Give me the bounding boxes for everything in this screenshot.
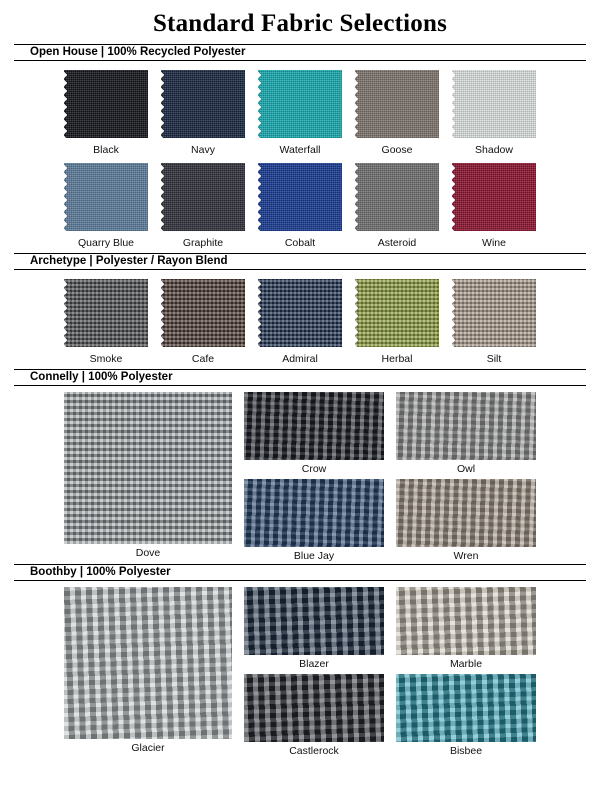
swatch-label: Herbal: [381, 353, 413, 365]
section-archetype: [14, 253, 586, 365]
pinked-edge-right: [242, 160, 246, 234]
pinked-edge-left: [451, 160, 455, 234]
swatch-cell[interactable]: [355, 160, 439, 249]
swatch-stack: [244, 392, 384, 562]
pinked-edge-left: [160, 67, 164, 141]
swatch-dove[interactable]: [64, 392, 232, 544]
swatch-label: Waterfall: [279, 144, 321, 156]
pinked-edge-left: [451, 67, 455, 141]
swatch-navy[interactable]: [161, 67, 245, 141]
swatch-cell[interactable]: [64, 276, 148, 365]
pinked-edge-left: [160, 160, 164, 234]
swatch-group: [14, 392, 586, 562]
pinked-edge-right: [339, 67, 343, 141]
swatch-cell[interactable]: [396, 479, 536, 562]
swatch-asteroid[interactable]: [355, 160, 439, 234]
pinked-edge-right: [145, 160, 149, 234]
swatch-label: Navy: [191, 144, 215, 156]
swatch-cell[interactable]: [244, 392, 384, 475]
pinked-edge-left: [63, 160, 67, 234]
swatch-label: Graphite: [182, 237, 224, 249]
pinked-edge-right: [436, 67, 440, 141]
pinked-edge-left: [63, 276, 67, 350]
pinked-edge-right: [436, 160, 440, 234]
pinked-edge-left: [451, 276, 455, 350]
section-header: Open House | 100% Recycled Polyester: [14, 44, 586, 61]
swatch-black[interactable]: [64, 67, 148, 141]
swatch-label: Blazer: [299, 658, 329, 670]
swatch-group: [14, 587, 586, 757]
section-boothby: [14, 564, 586, 757]
swatch-label: Asteroid: [377, 237, 417, 249]
swatch-castlerock[interactable]: [244, 674, 384, 742]
pinked-edge-left: [354, 160, 358, 234]
swatch-label: Blue Jay: [293, 550, 335, 562]
pinked-edge-right: [145, 67, 149, 141]
swatch-wine[interactable]: [452, 160, 536, 234]
fabric-selections-page: [0, 10, 600, 810]
swatch-quarry-blue[interactable]: [64, 160, 148, 234]
pinked-edge-left: [257, 160, 261, 234]
swatch-label: Marble: [449, 658, 483, 670]
swatch-smoke[interactable]: [64, 276, 148, 350]
swatch-label: Shadow: [475, 144, 513, 156]
swatch-stack: [396, 587, 536, 757]
swatch-cell[interactable]: [452, 276, 536, 365]
swatch-cell[interactable]: [258, 160, 342, 249]
swatch-cell[interactable]: [258, 276, 342, 365]
pinked-edge-left: [354, 67, 358, 141]
pinked-edge-right: [339, 160, 343, 234]
swatch-silt[interactable]: [452, 276, 536, 350]
swatch-cell[interactable]: [244, 587, 384, 670]
pinked-edge-right: [436, 276, 440, 350]
swatch-label: Goose: [381, 144, 413, 156]
swatch-owl[interactable]: [396, 392, 536, 460]
pinked-edge-left: [257, 67, 261, 141]
swatch-waterfall[interactable]: [258, 67, 342, 141]
swatch-label: Owl: [456, 463, 476, 475]
pinked-edge-right: [242, 67, 246, 141]
pinked-edge-right: [242, 276, 246, 350]
swatch-cafe[interactable]: [161, 276, 245, 350]
swatch-cell[interactable]: [452, 160, 536, 249]
pinked-edge-right: [339, 276, 343, 350]
swatch-cell[interactable]: [161, 67, 245, 156]
swatch-graphite[interactable]: [161, 160, 245, 234]
swatch-stack: [396, 392, 536, 562]
swatch-label: Crow: [301, 463, 327, 475]
pinked-edge-right: [145, 276, 149, 350]
swatch-label: Black: [93, 144, 119, 156]
swatch-label: Cobalt: [284, 237, 316, 249]
swatch-label: Smoke: [89, 353, 123, 365]
swatch-row: [14, 160, 586, 249]
swatch-cell[interactable]: [244, 674, 384, 757]
swatch-cell[interactable]: [64, 67, 148, 156]
swatch-label: Castlerock: [289, 745, 339, 757]
section-header: Connelly | 100% Polyester: [14, 369, 586, 386]
swatch-cell[interactable]: [355, 276, 439, 365]
section-header: Archetype | Polyester / Rayon Blend: [14, 253, 586, 270]
swatch-cell[interactable]: [161, 276, 245, 365]
pinked-edge-left: [160, 276, 164, 350]
swatch-cell[interactable]: [244, 479, 384, 562]
swatch-label: Dove: [135, 547, 161, 559]
swatch-shadow[interactable]: [452, 67, 536, 141]
swatch-blazer[interactable]: [244, 587, 384, 655]
swatch-label: Admiral: [282, 353, 318, 365]
swatch-wren[interactable]: [396, 479, 536, 547]
swatch-label: Wren: [453, 550, 479, 562]
pinked-edge-right: [533, 67, 537, 141]
swatch-blue-jay[interactable]: [244, 479, 384, 547]
pinked-edge-right: [533, 160, 537, 234]
section-header: Boothby | 100% Polyester: [14, 564, 586, 581]
swatch-cell[interactable]: [64, 587, 232, 754]
swatch-crow[interactable]: [244, 392, 384, 460]
swatch-admiral[interactable]: [258, 276, 342, 350]
swatch-cell[interactable]: [64, 160, 148, 249]
swatch-cell[interactable]: [258, 67, 342, 156]
swatch-herbal[interactable]: [355, 276, 439, 350]
swatch-label: Bisbee: [449, 745, 483, 757]
swatch-cobalt[interactable]: [258, 160, 342, 234]
swatch-goose[interactable]: [355, 67, 439, 141]
swatch-label: Quarry Blue: [77, 237, 135, 249]
swatch-cell[interactable]: [396, 392, 536, 475]
swatch-label: Cafe: [191, 353, 215, 365]
swatch-row: [14, 276, 586, 365]
swatch-label: Wine: [482, 237, 506, 249]
swatch-cell[interactable]: [355, 67, 439, 156]
page-title: Standard Fabric Selections: [152, 10, 448, 37]
swatch-bisbee[interactable]: [396, 674, 536, 742]
pinked-edge-right: [533, 276, 537, 350]
swatch-marble[interactable]: [396, 587, 536, 655]
swatch-glacier[interactable]: [64, 587, 232, 739]
swatch-label: Silt: [486, 353, 502, 365]
pinked-edge-left: [257, 276, 261, 350]
swatch-cell[interactable]: [452, 67, 536, 156]
swatch-row: [14, 67, 586, 156]
swatch-cell[interactable]: [396, 674, 536, 757]
pinked-edge-left: [63, 67, 67, 141]
section-connelly: [14, 369, 586, 562]
swatch-cell[interactable]: [396, 587, 536, 670]
swatch-stack: [244, 587, 384, 757]
swatch-cell[interactable]: [64, 392, 232, 559]
section-open-house: [14, 44, 586, 249]
swatch-label: Glacier: [131, 742, 165, 754]
pinked-edge-left: [354, 276, 358, 350]
swatch-cell[interactable]: [161, 160, 245, 249]
